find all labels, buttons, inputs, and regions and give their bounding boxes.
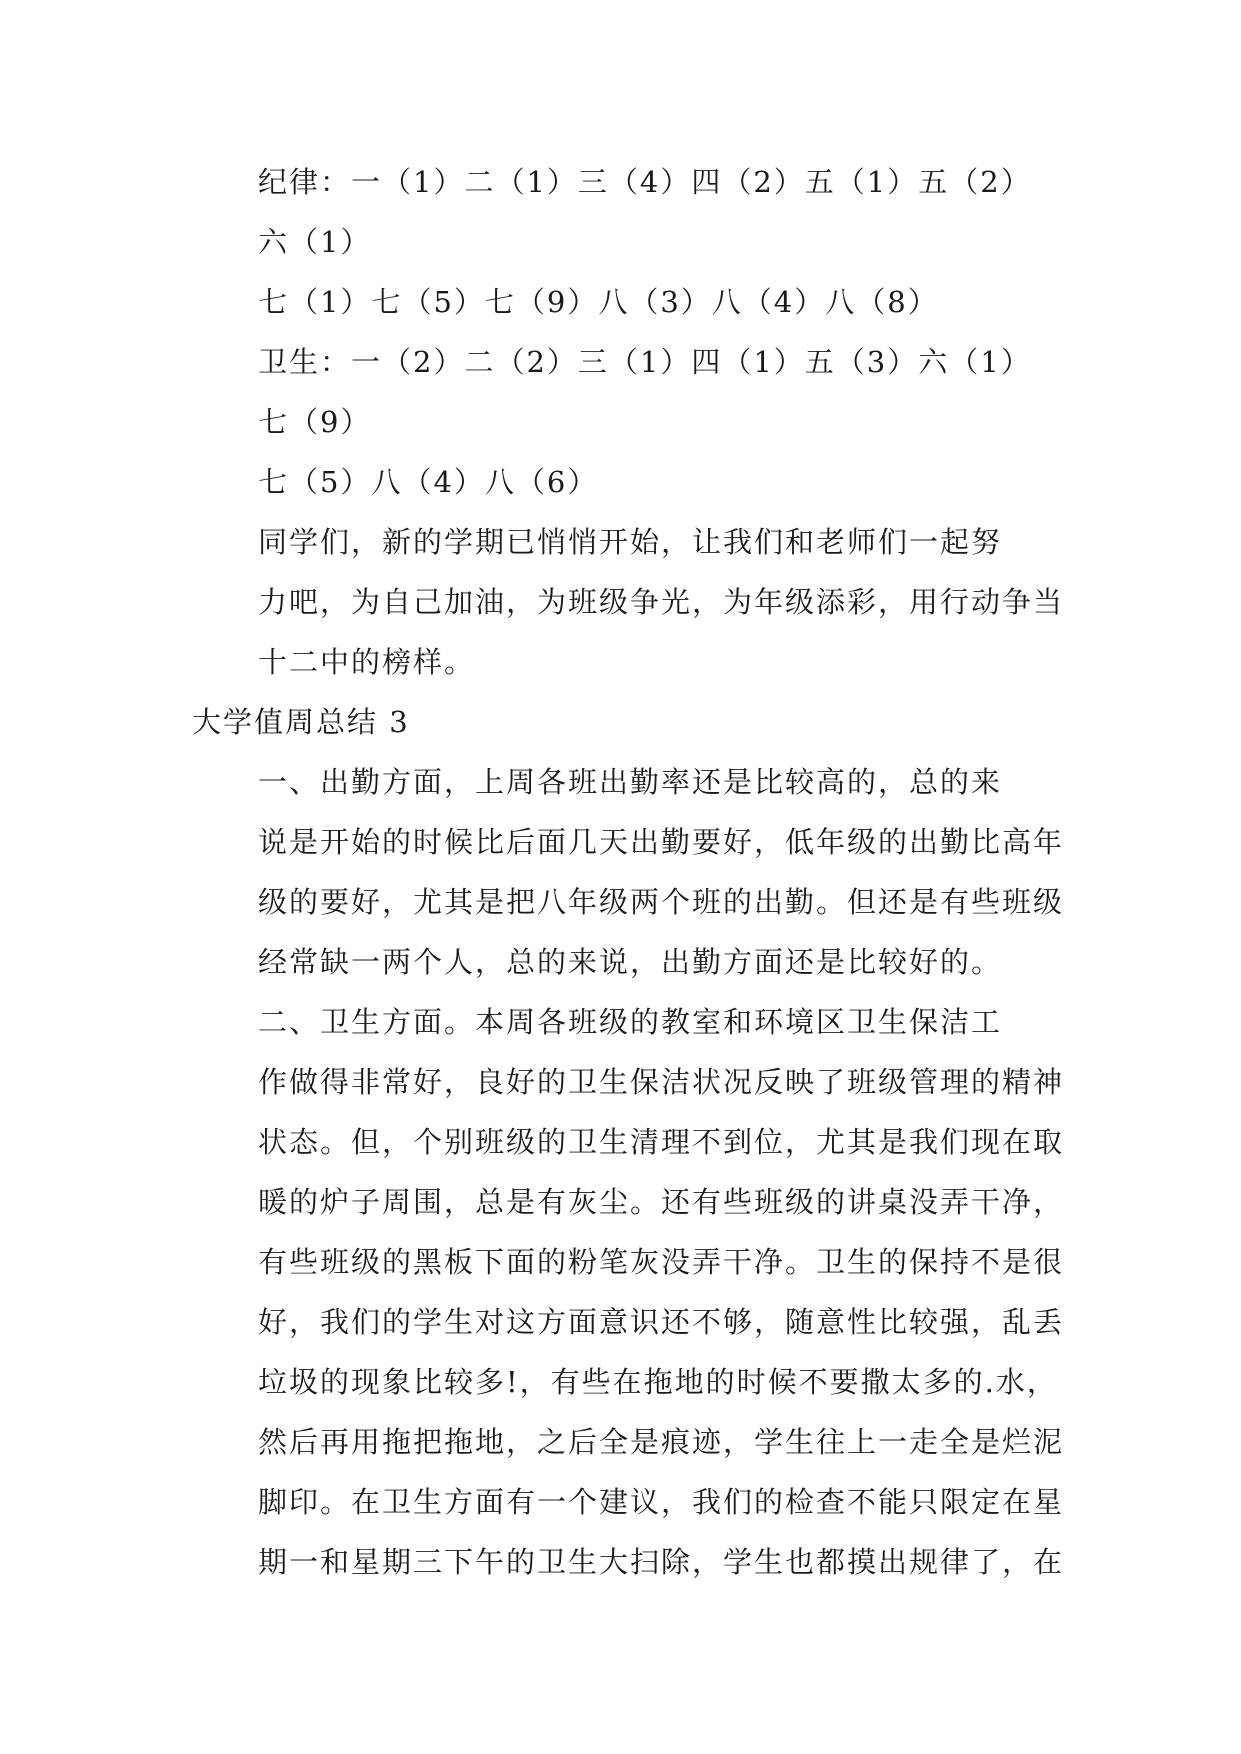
text-line: 纪律：一（1）二（1）三（4）四（2）五（1）五（2） — [258, 165, 1032, 199]
body-paragraph — [192, 152, 1072, 272]
text-line: 然后再用拖把拖地，之后全是痕迹，学生往上一走全是烂泥 — [258, 1425, 1065, 1459]
text-line: 好，我们的学生对这方面意识还不够，随意性比较强，乱丢 — [258, 1305, 1065, 1339]
body-paragraph — [192, 992, 1072, 1592]
text-line: 十二中的榜样。 — [258, 645, 476, 679]
body-paragraph — [192, 272, 1072, 332]
text-line: 一、出勤方面，上周各班出勤率还是比较高的，总的来 — [258, 765, 1003, 799]
text-line: 大学值周总结 3 — [192, 705, 410, 739]
text-line: 作做得非常好，良好的卫生保洁状况反映了班级管理的精神 — [258, 1065, 1065, 1099]
text-line: 暖的炉子周围，总是有灰尘。还有些班级的讲桌没弄干净， — [258, 1185, 1065, 1219]
text-line: 卫生：一（2）二（2）三（1）四（1）五（3）六（1） — [258, 345, 1032, 379]
body-paragraph — [192, 332, 1072, 452]
body-paragraph — [192, 752, 1072, 992]
text-line: 状态。但，个别班级的卫生清理不到位，尤其是我们现在取 — [258, 1125, 1065, 1159]
document-body — [192, 152, 1072, 1592]
text-line: 说是开始的时候比后面几天出勤要好，低年级的出勤比高年 — [258, 825, 1065, 859]
text-line: 有些班级的黑板下面的粉笔灰没弄干净。卫生的保持不是很 — [258, 1245, 1065, 1279]
section-heading — [192, 692, 1072, 752]
text-line: 经常缺一两个人，总的来说，出勤方面还是比较好的。 — [258, 945, 1003, 979]
text-line: 七（1）七（5）七（9）八（3）八（4）八（8） — [258, 285, 939, 319]
text-line: 七（5）八（4）八（6） — [258, 465, 599, 499]
body-paragraph — [192, 452, 1072, 512]
text-line: 力吧，为自己加油，为班级争光，为年级添彩，用行动争当 — [258, 585, 1065, 619]
text-line: 级的要好，尤其是把八年级两个班的出勤。但还是有些班级 — [258, 885, 1065, 919]
text-line: 六（1） — [258, 225, 372, 259]
text-line: 同学们，新的学期已悄悄开始，让我们和老师们一起努 — [258, 525, 1003, 559]
body-paragraph — [192, 512, 1072, 692]
text-line: 二、卫生方面。本周各班级的教室和环境区卫生保洁工 — [258, 1005, 1003, 1039]
text-line: 期一和星期三下午的卫生大扫除，学生也都摸出规律了，在 — [258, 1545, 1065, 1579]
text-line: 垃圾的现象比较多!，有些在拖地的时候不要撒太多的.水， — [258, 1365, 1058, 1399]
text-line: 七（9） — [258, 405, 372, 439]
text-line: 脚印。在卫生方面有一个建议，我们的检查不能只限定在星 — [258, 1485, 1065, 1519]
